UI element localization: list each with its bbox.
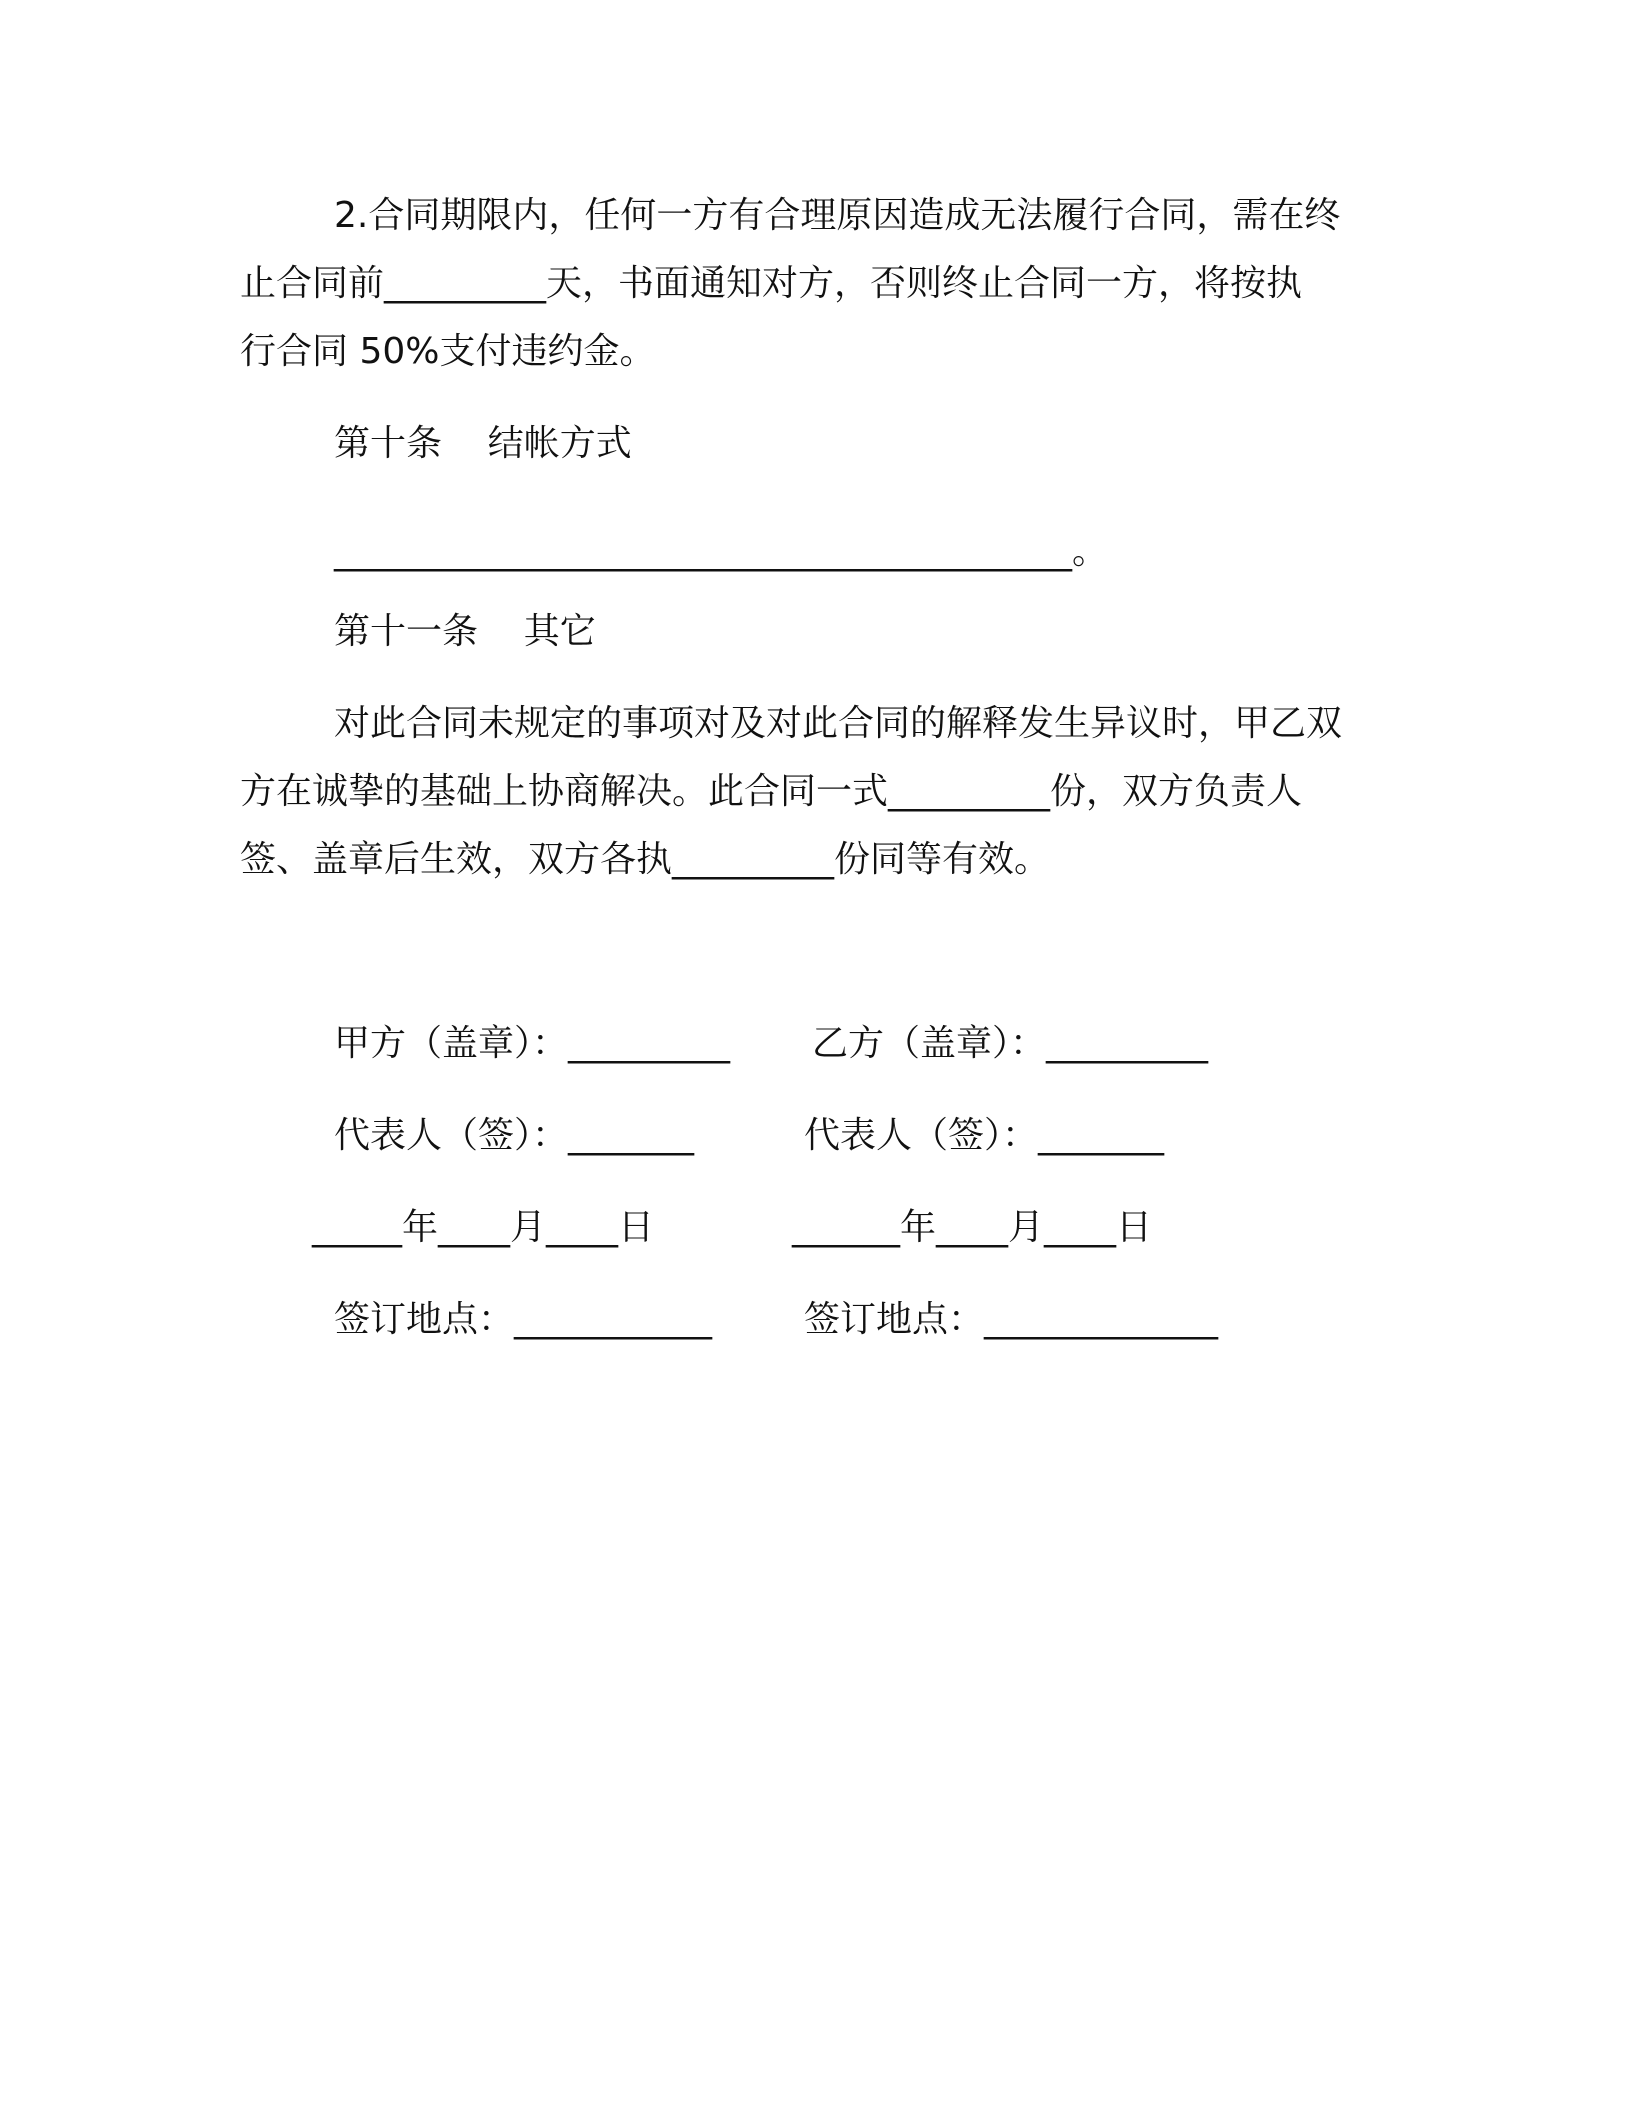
party-b-seal: 乙方（盖章）：_________	[812, 1023, 1209, 1064]
clause-ten-heading: 第十条 结帐方式	[334, 423, 632, 464]
clause-nine-item2-line2: 止合同前_________天，书面通知对方，否则终止合同一方，将按执	[240, 263, 1303, 304]
party-b-date: ______年____月____日	[792, 1207, 1152, 1248]
party-a-seal: 甲方（盖章）：_________	[334, 1023, 731, 1064]
clause-eleven-line2: 方在诚挚的基础上协商解决。此合同一式_________份，双方负责人	[240, 771, 1303, 812]
party-a-date: _____年____月____日	[312, 1207, 654, 1248]
clause-eleven-line1: 对此合同未规定的事项对及对此合同的解释发生异议时，甲乙双	[334, 703, 1343, 744]
party-b-representative: 代表人（签）：_______	[804, 1115, 1165, 1156]
clause-eleven-heading: 第十一条 其它	[334, 611, 596, 652]
party-b-signing-place: 签订地点：_____________	[804, 1299, 1219, 1340]
party-a-representative: 代表人（签）：_______	[334, 1115, 695, 1156]
clause-nine-item2-line1: 2.合同期限内，任何一方有合理原因造成无法履行合同，需在终	[334, 195, 1341, 236]
clause-ten-blank-line: _________________________________________。	[334, 531, 1108, 572]
clause-eleven-line3: 签、盖章后生效，双方各执_________份同等有效。	[240, 839, 1051, 880]
clause-nine-item2-line3: 行合同 50%支付违约金。	[240, 331, 656, 372]
party-a-signing-place: 签订地点：___________	[334, 1299, 713, 1340]
